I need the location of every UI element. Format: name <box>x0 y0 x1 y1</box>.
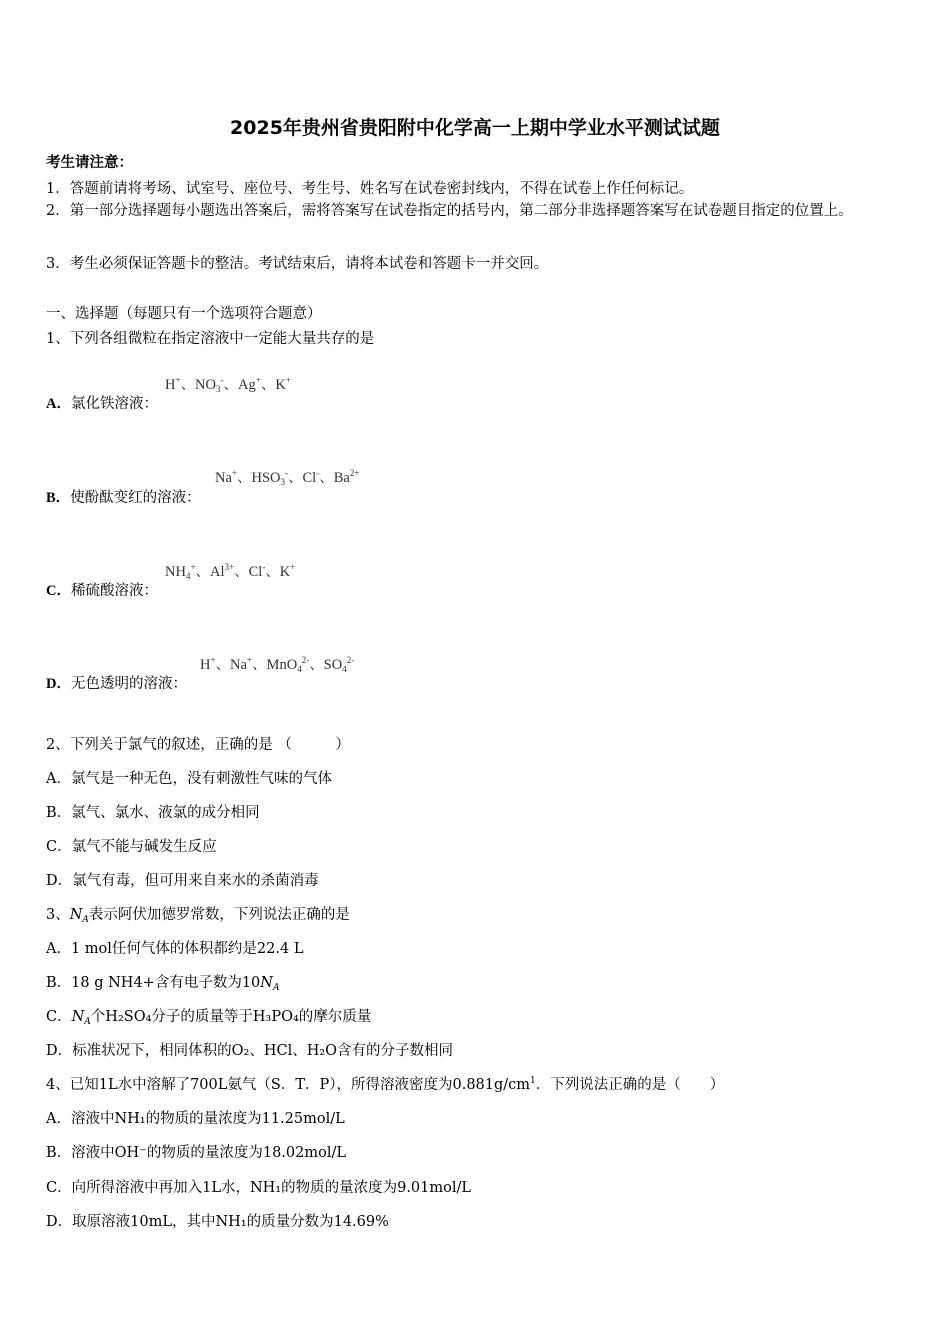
q1-option-b-ions: Na+、$HSO_3^-$、Cl-、$Ba^{2+}$ <box>215 468 360 487</box>
notice-heading: 考生请注意： <box>46 154 133 171</box>
q1-option-c-ions: $NH_4^+$、$Al^{3+}$、Cl-、K+ <box>165 562 296 581</box>
q2-option-b: B．氯气、氯水、液氯的成分相同 <box>46 805 260 821</box>
q2-option-d: D．氯气有毒，但可用来自来水的杀菌消毒 <box>46 873 319 889</box>
q2-option-c: C．氯气不能与碱发生反应 <box>46 839 217 855</box>
notice-item-2: 2．第一部分选择题每小题选出答案后，需将答案写在试卷指定的括号内，第二部分非选择题答案写在试卷题目指定的位置上。 <box>46 203 853 219</box>
q4-stem: 4、已知1L水中溶解了700L氨气（S．T．P），所得溶液密度为$0.881g/cm^1$．下列说法正确的是（ ） <box>46 1076 725 1093</box>
notice-item-1: 1．答题前请将考场、试室号、座位号、考生号、姓名写在试卷密封线内，不得在试卷上作任何标记。 <box>46 181 694 197</box>
notice-item-3: 3．考生必须保证答题卡的整洁。考试结束后，请将本试卷和答题卡一并交回。 <box>46 256 549 272</box>
q2-option-a: A．氯气是一种无色，没有刺激性气味的气体 <box>46 771 332 787</box>
q4-option-c: C．向所得溶液中再加入1L水，NH₁的物质的量浓度为9.01mol/L <box>46 1180 472 1196</box>
q4-option-a: A．溶液中NH₁的物质的量浓度为11.25mol/L <box>46 1111 345 1127</box>
q1-option-d-ions: H+、Na+、MnO$_4^{2-}$、$SO_4^{2-}$ <box>200 655 355 674</box>
q4-option-d: D．取原溶液10mL，其中NH₁的质量分数为14.69% <box>46 1214 389 1230</box>
q1-option-a-ions: H+、$NO_3^-$、Ag+、K+ <box>165 375 291 394</box>
q1-stem: 1、下列各组微粒在指定溶液中一定能大量共存的是 <box>46 331 375 347</box>
q3-option-a: A．1 mol任何气体的体积都约是22.4 L <box>46 941 304 957</box>
q4-option-b: B．溶液中OH⁻的物质的量浓度为18.02mol/L <box>46 1145 346 1161</box>
q3-option-d: D．标准状况下，相同体积的O₂、HCl、H₂O含有的分子数相同 <box>46 1043 454 1059</box>
q3-option-c: C．$N_A$个H₂SO₄分子的质量等于H₃PO₄的摩尔质量 <box>46 1009 372 1027</box>
q1-option-d: D．无色透明的溶液： <box>46 676 187 692</box>
q3-option-b: B．18 g NH4+含有电子数为$10N_A$ <box>46 975 280 993</box>
q1-option-a: A．氯化铁溶液： <box>46 396 158 412</box>
q1-option-c: C．稀硫酸溶液： <box>46 583 158 599</box>
q3-stem: 3、$N_A$表示阿伏加德罗常数，下列说法正确的是 <box>46 907 350 925</box>
q1-option-b: B．使酚酞变红的溶液： <box>46 490 201 506</box>
section-heading: 一、选择题（每题只有一个选项符合题意） <box>46 306 322 322</box>
page-title: 2025年贵州省贵阳附中化学高一上期中学业水平测试试题 <box>230 117 720 139</box>
q2-stem: 2、下列关于氯气的叙述，正确的是 （ ） <box>46 737 350 753</box>
